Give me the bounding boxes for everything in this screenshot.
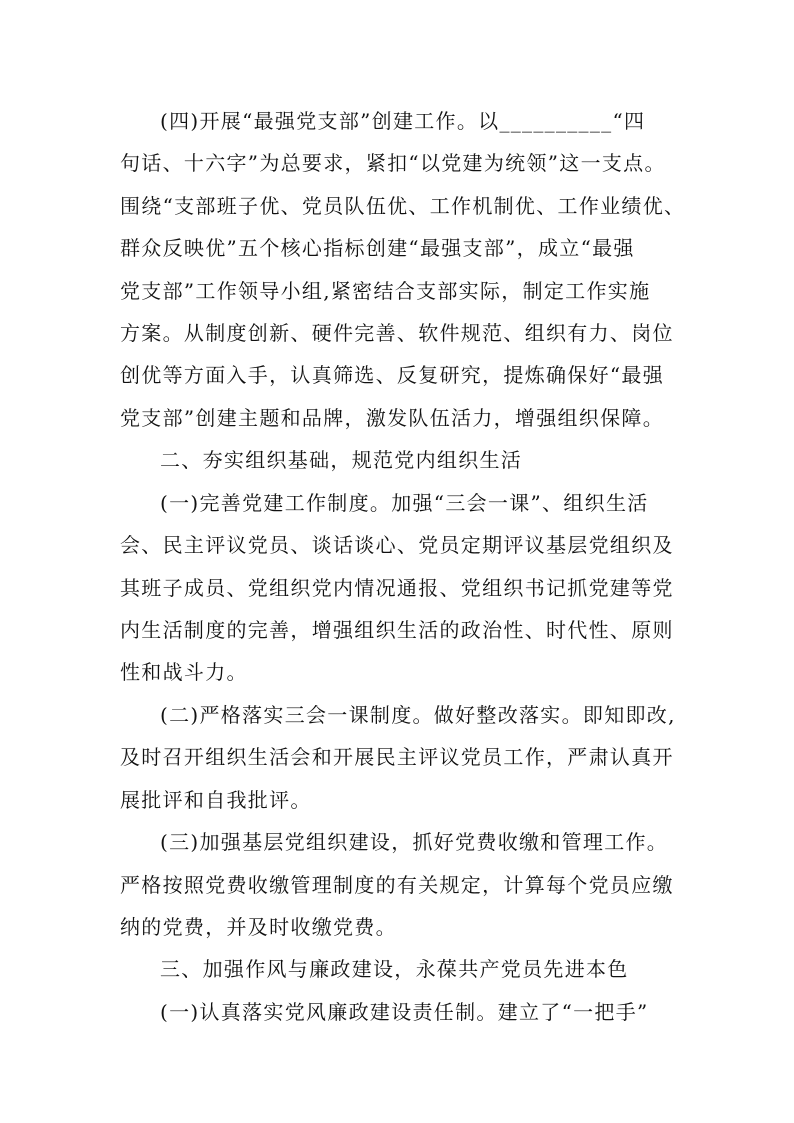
paragraph-line: (二)严格落实三会一课制度。做好整改落实。即知即改, bbox=[160, 703, 676, 727]
paragraph-line: 会、民主评议党员、谈话谈心、党员定期评议基层党组织及 bbox=[120, 533, 674, 557]
paragraph-line: 围绕“支部班子优、党员队伍优、工作机制优、工作业绩优、 bbox=[120, 194, 686, 218]
paragraph-line: (一)完善党建工作制度。加强“三会一课”、组织生活 bbox=[160, 491, 649, 515]
paragraph-line: 方案。从制度创新、硬件完善、软件规范、组织有力、岗位 bbox=[120, 321, 674, 345]
paragraph-line: (三)加强基层党组织建设，抓好党费收缴和管理工作。 bbox=[160, 830, 669, 854]
paragraph-line: 党支部”创建主题和品牌，激发队伍活力，增强组织保障。 bbox=[120, 406, 665, 430]
paragraph-line: 句话、十六字”为总要求，紧扣“以党建为统领”这一支点。 bbox=[120, 151, 666, 175]
section-heading: 三、加强作风与廉政建设，永葆共产党员先进本色 bbox=[160, 957, 629, 981]
paragraph-line: 及时召开组织生活会和开展民主评议党员工作，严肃认真开 bbox=[120, 745, 674, 769]
paragraph-line: (一)认真落实党风廉政建设责任制。建立了“一把手” bbox=[160, 1000, 649, 1024]
paragraph-line: 内生活制度的完善，增强组织生活的政治性、时代性、原则 bbox=[120, 618, 674, 642]
paragraph-line: 展批评和自我批评。 bbox=[120, 788, 312, 812]
paragraph-line: 其班子成员、党组织党内情况通报、党组织书记抓党建等党 bbox=[120, 576, 674, 600]
paragraph-line: 创优等方面入手，认真筛选、反复研究，提炼确保好“最强 bbox=[120, 363, 665, 387]
paragraph-line: 严格按照党费收缴管理制度的有关规定，计算每个党员应缴 bbox=[120, 873, 674, 897]
paragraph-line: 党支部”工作领导小组,紧密结合支部实际，制定工作实施 bbox=[120, 279, 651, 303]
paragraph-line: 群众反映优”五个核心指标创建“最强支部”，成立“最强 bbox=[120, 236, 635, 260]
paragraph-line: 纳的党费，并及时收缴党费。 bbox=[120, 915, 397, 939]
section-heading: 二、夯实组织基础，规范党内组织生活 bbox=[160, 448, 523, 472]
paragraph-line: 性和战斗力。 bbox=[120, 660, 248, 684]
paragraph-line: (四)开展“最强党支部”创建工作。以__________“四 bbox=[160, 109, 646, 133]
